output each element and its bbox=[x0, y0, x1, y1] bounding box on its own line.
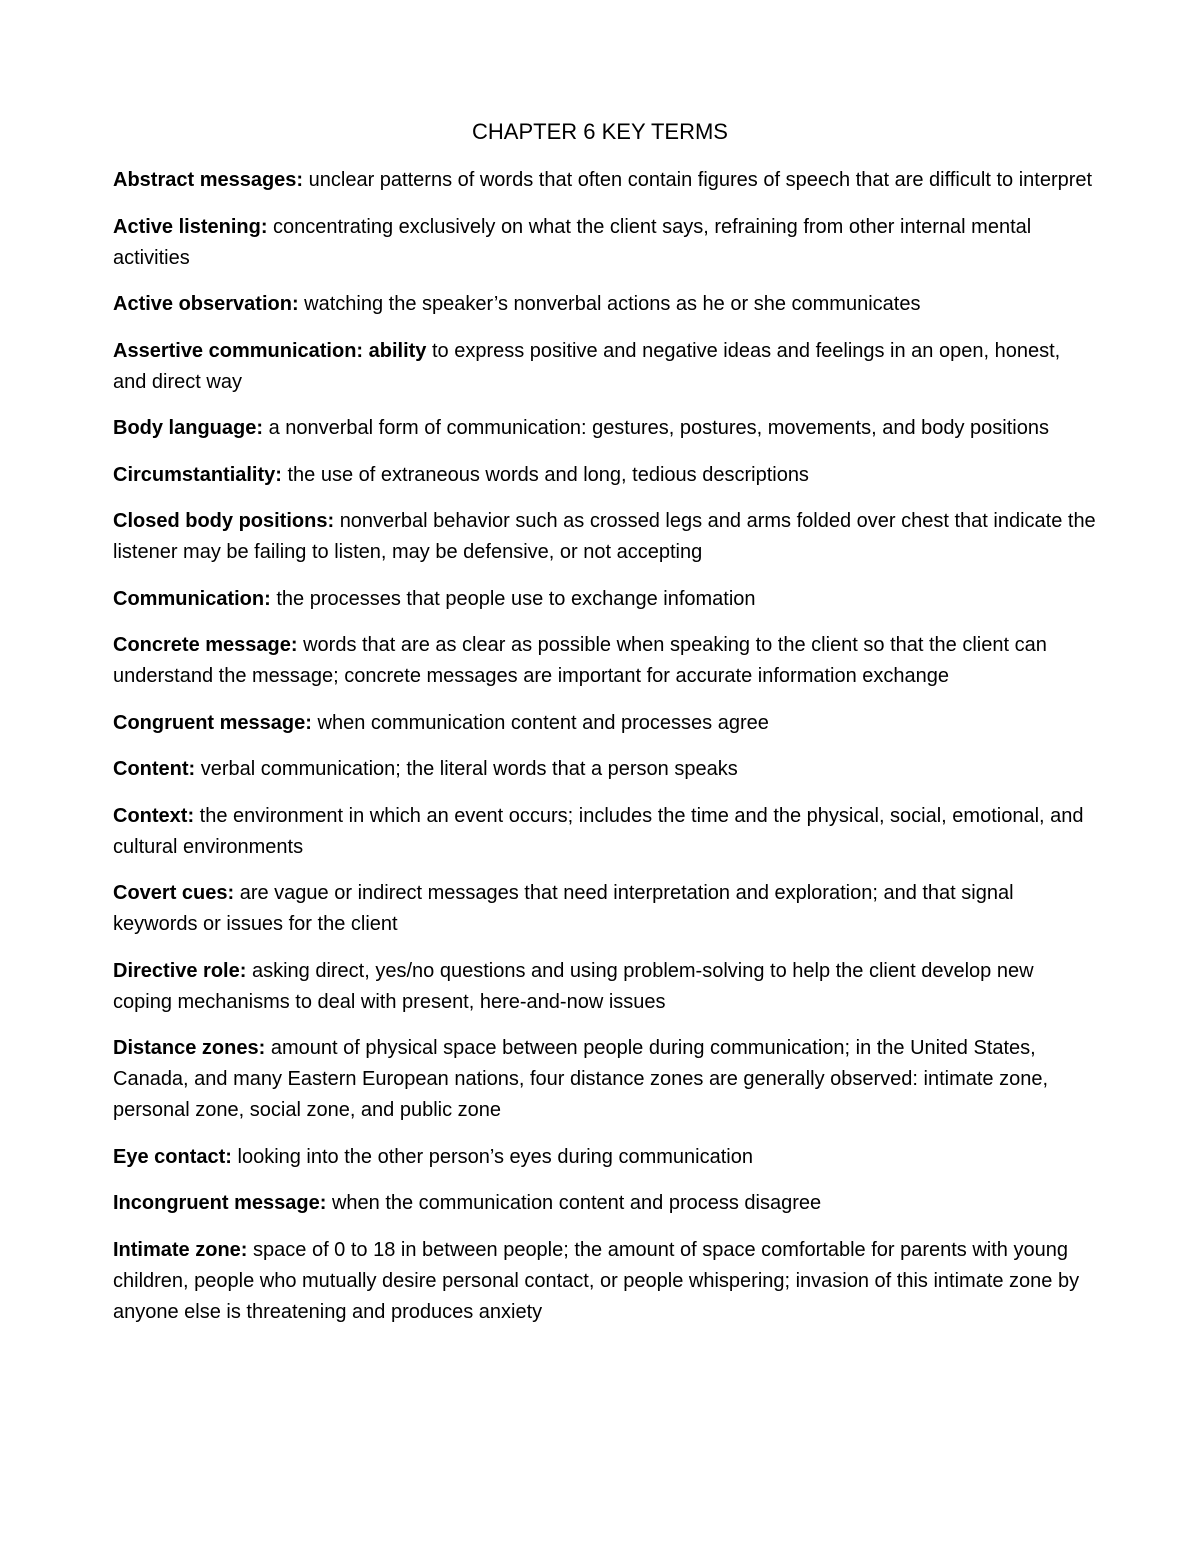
term-definition: watching the speaker’s nonverbal actions as he or she communicates bbox=[304, 293, 921, 315]
term-label: Incongruent message: bbox=[113, 1192, 327, 1214]
term-entry-closed-body-positions bbox=[113, 506, 1098, 568]
term-entry-assertive-communication bbox=[113, 336, 1098, 398]
term-definition: looking into the other person’s eyes during communication bbox=[237, 1145, 753, 1168]
term-entry-content bbox=[113, 754, 1098, 785]
term-definition: a nonverbal form of communication: gestures, postures, movements, and body positions bbox=[268, 417, 1049, 439]
term-definition: space of 0 to 18 in between people; the amount of space comfortable for parents with young children, people who mutually desire personal contact, or people whispering; invasion of this intimate zone by anyone else is threatening and produces anxiety bbox=[113, 1238, 1080, 1323]
term-label: Body language: bbox=[113, 417, 264, 439]
term-label: Circumstantiality: bbox=[113, 463, 282, 486]
term-label: Distance zones: bbox=[113, 1037, 266, 1059]
term-entry-concrete-message bbox=[113, 630, 1098, 692]
term-definition: are vague or indirect messages that need interpretation and exploration; and that signal keywords or issues for the client bbox=[113, 882, 1014, 935]
term-entry-body-language bbox=[113, 413, 1098, 444]
term-label: Communication: bbox=[113, 587, 271, 610]
term-label: Congruent message: bbox=[113, 711, 312, 734]
term-label: Active observation: bbox=[113, 293, 299, 315]
term-entry-directive-role bbox=[113, 956, 1098, 1018]
term-label: Intimate zone: bbox=[113, 1238, 248, 1261]
term-label: Abstract messages: bbox=[113, 169, 304, 191]
term-definition: unclear patterns of words that often contain figures of speech that are difficult to interpret bbox=[308, 169, 1093, 191]
term-entry-eye-contact bbox=[113, 1142, 1098, 1173]
key-terms-list bbox=[113, 165, 1098, 1343]
term-entry-context bbox=[113, 801, 1098, 863]
term-definition: the environment in which an event occurs; includes the time and the physical, social, emotional, and cultural environments bbox=[113, 804, 1084, 858]
term-definition: the use of extraneous words and long, tedious descriptions bbox=[287, 463, 809, 486]
term-definition: nonverbal behavior such as crossed legs and arms folded over chest that indicate the listener may be failing to listen, may be defensive, or not accepting bbox=[113, 510, 1096, 563]
term-definition: to express positive and negative ideas and feelings in an open, honest, and direct way bbox=[113, 339, 1061, 393]
term-label: Context: bbox=[113, 804, 195, 827]
term-label: Concrete message: bbox=[113, 634, 298, 656]
term-label: Assertive communication: ability bbox=[113, 339, 427, 362]
term-entry-active-listening bbox=[113, 212, 1098, 274]
term-definition: words that are as clear as possible when speaking to the client so that the client can understand the message; concrete messages are important for accurate information exchange bbox=[113, 634, 1047, 687]
term-label: Directive role: bbox=[113, 959, 247, 982]
term-label: Active listening: bbox=[113, 215, 268, 238]
term-entry-congruent-message bbox=[113, 708, 1098, 739]
term-entry-abstract-messages bbox=[113, 165, 1098, 196]
term-entry-active-observation bbox=[113, 289, 1098, 320]
term-entry-circumstantiality bbox=[113, 460, 1098, 491]
term-definition: when the communication content and process disagree bbox=[331, 1192, 822, 1214]
term-entry-covert-cues bbox=[113, 878, 1098, 940]
page-title: CHAPTER 6 KEY TERMS bbox=[472, 119, 728, 144]
term-definition: amount of physical space between people during communication; in the United States, Canada, and many Eastern European nations, four distance zones are generally observed: intimate zone, personal zone, social zone, and public zone bbox=[113, 1037, 1049, 1121]
term-entry-communication bbox=[113, 584, 1098, 615]
term-label: Content: bbox=[113, 758, 196, 780]
term-definition: asking direct, yes/no questions and using problem-solving to help the client develop new coping mechanisms to deal with present, here-and-now issues bbox=[113, 959, 1034, 1013]
term-label: Closed body positions: bbox=[113, 510, 335, 532]
term-definition: concentrating exclusively on what the client says, refraining from other internal mental activities bbox=[113, 215, 1032, 269]
term-definition: when communication content and processes agree bbox=[317, 711, 769, 734]
term-definition: verbal communication; the literal words that a person speaks bbox=[200, 758, 738, 780]
term-label: Eye contact: bbox=[113, 1145, 232, 1168]
term-entry-incongruent-message bbox=[113, 1188, 1098, 1219]
term-definition: the processes that people use to exchange infomation bbox=[276, 587, 756, 610]
term-entry-distance-zones bbox=[113, 1033, 1098, 1126]
term-entry-intimate-zone bbox=[113, 1235, 1098, 1328]
term-label: Covert cues: bbox=[113, 882, 235, 904]
